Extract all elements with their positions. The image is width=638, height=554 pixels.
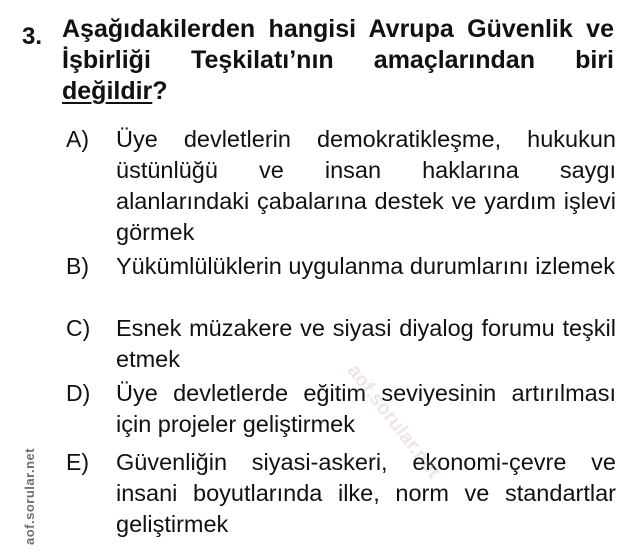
option-a-text: Üye devletlerin demokratikleşme, hukukun üstünlüğü ve insan haklarına saygı alanlarındaki çabalarına destek ve yardım işlevi görmek: [116, 126, 616, 245]
option-c-text: Esnek müzakere ve siyasi diyalog forumu teşkil etmek: [116, 315, 616, 372]
option-a-letter: A): [66, 126, 89, 152]
question-stem-text: Aşağıdakilerden hangisi Avrupa Güvenlik ve İşbirliği Teşkilatı’nın amaçlarından biri: [62, 15, 614, 74]
option-d-text: Üye devletlerde eğitim seviyesinin artırılması için projeler geliştirmek: [116, 380, 616, 437]
watermark-side: aof.sorular.net: [22, 447, 37, 545]
option-d-letter: D): [66, 380, 91, 406]
option-c-letter: C): [66, 315, 91, 341]
question-number: 3.: [22, 23, 43, 50]
option-e-letter: E): [66, 449, 89, 475]
option-b-letter: B): [66, 253, 89, 279]
option-b-text: Yükümlülüklerin uygulanma durumlarını izlemek: [116, 253, 615, 279]
watermark-diagonal: aof.sorular.net: [342, 360, 445, 483]
question-mark: ?: [152, 77, 168, 105]
question-negation-word: değildir: [62, 77, 153, 105]
option-e-text: Güvenliğin siyasi-askeri, ekonomi-çevre ve insani boyutlarında ilke, norm ve standartlar geliştirmek: [116, 449, 616, 537]
